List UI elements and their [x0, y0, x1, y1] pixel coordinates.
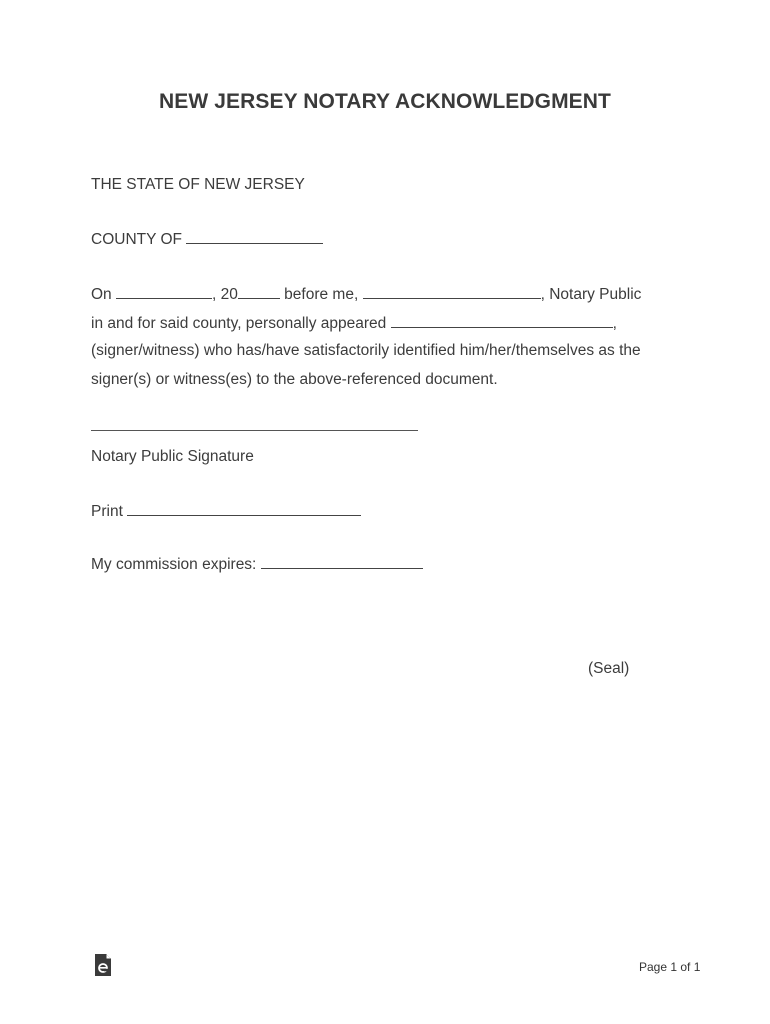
comma-20-label: , 20: [212, 286, 238, 303]
commission-line: [91, 554, 423, 574]
notary-public-label: , Notary Public: [540, 286, 642, 303]
commission-blank[interactable]: [261, 554, 423, 569]
commission-label: My commission expires:: [91, 556, 257, 573]
notary-name-blank[interactable]: [363, 284, 541, 299]
before-me-label: before me,: [284, 286, 359, 303]
date-blank[interactable]: [116, 284, 212, 299]
county-line: [91, 229, 323, 249]
seal-label: (Seal): [588, 660, 630, 677]
acknowledgment-line-1: [91, 284, 641, 304]
print-line: [91, 501, 361, 521]
document-title: NEW JERSEY NOTARY ACKNOWLEDGMENT: [158, 90, 611, 113]
on-label: On: [91, 286, 112, 303]
page-number: Page 1 of 1: [639, 960, 701, 974]
signature-line[interactable]: [91, 430, 418, 431]
print-blank[interactable]: [127, 501, 361, 516]
county-label: COUNTY OF: [91, 231, 182, 248]
signer-name-blank[interactable]: [391, 313, 613, 328]
year-blank[interactable]: [238, 284, 280, 299]
line2-comma: ,: [612, 315, 617, 332]
acknowledgment-line-2: [91, 313, 617, 333]
personally-appeared-label: in and for said county, personally appeared: [91, 315, 387, 332]
print-label: Print: [91, 503, 123, 520]
signature-label: Notary Public Signature: [91, 448, 254, 465]
acknowledgment-line-3: (signer/witness) who has/have satisfactorily identified him/her/themselves as the: [91, 342, 641, 359]
acknowledgment-line-4: signer(s) or witness(es) to the above-referenced document.: [91, 371, 498, 388]
state-line: THE STATE OF NEW JERSEY: [91, 176, 305, 193]
county-blank[interactable]: [186, 229, 323, 244]
eforms-logo-icon: [94, 953, 112, 977]
